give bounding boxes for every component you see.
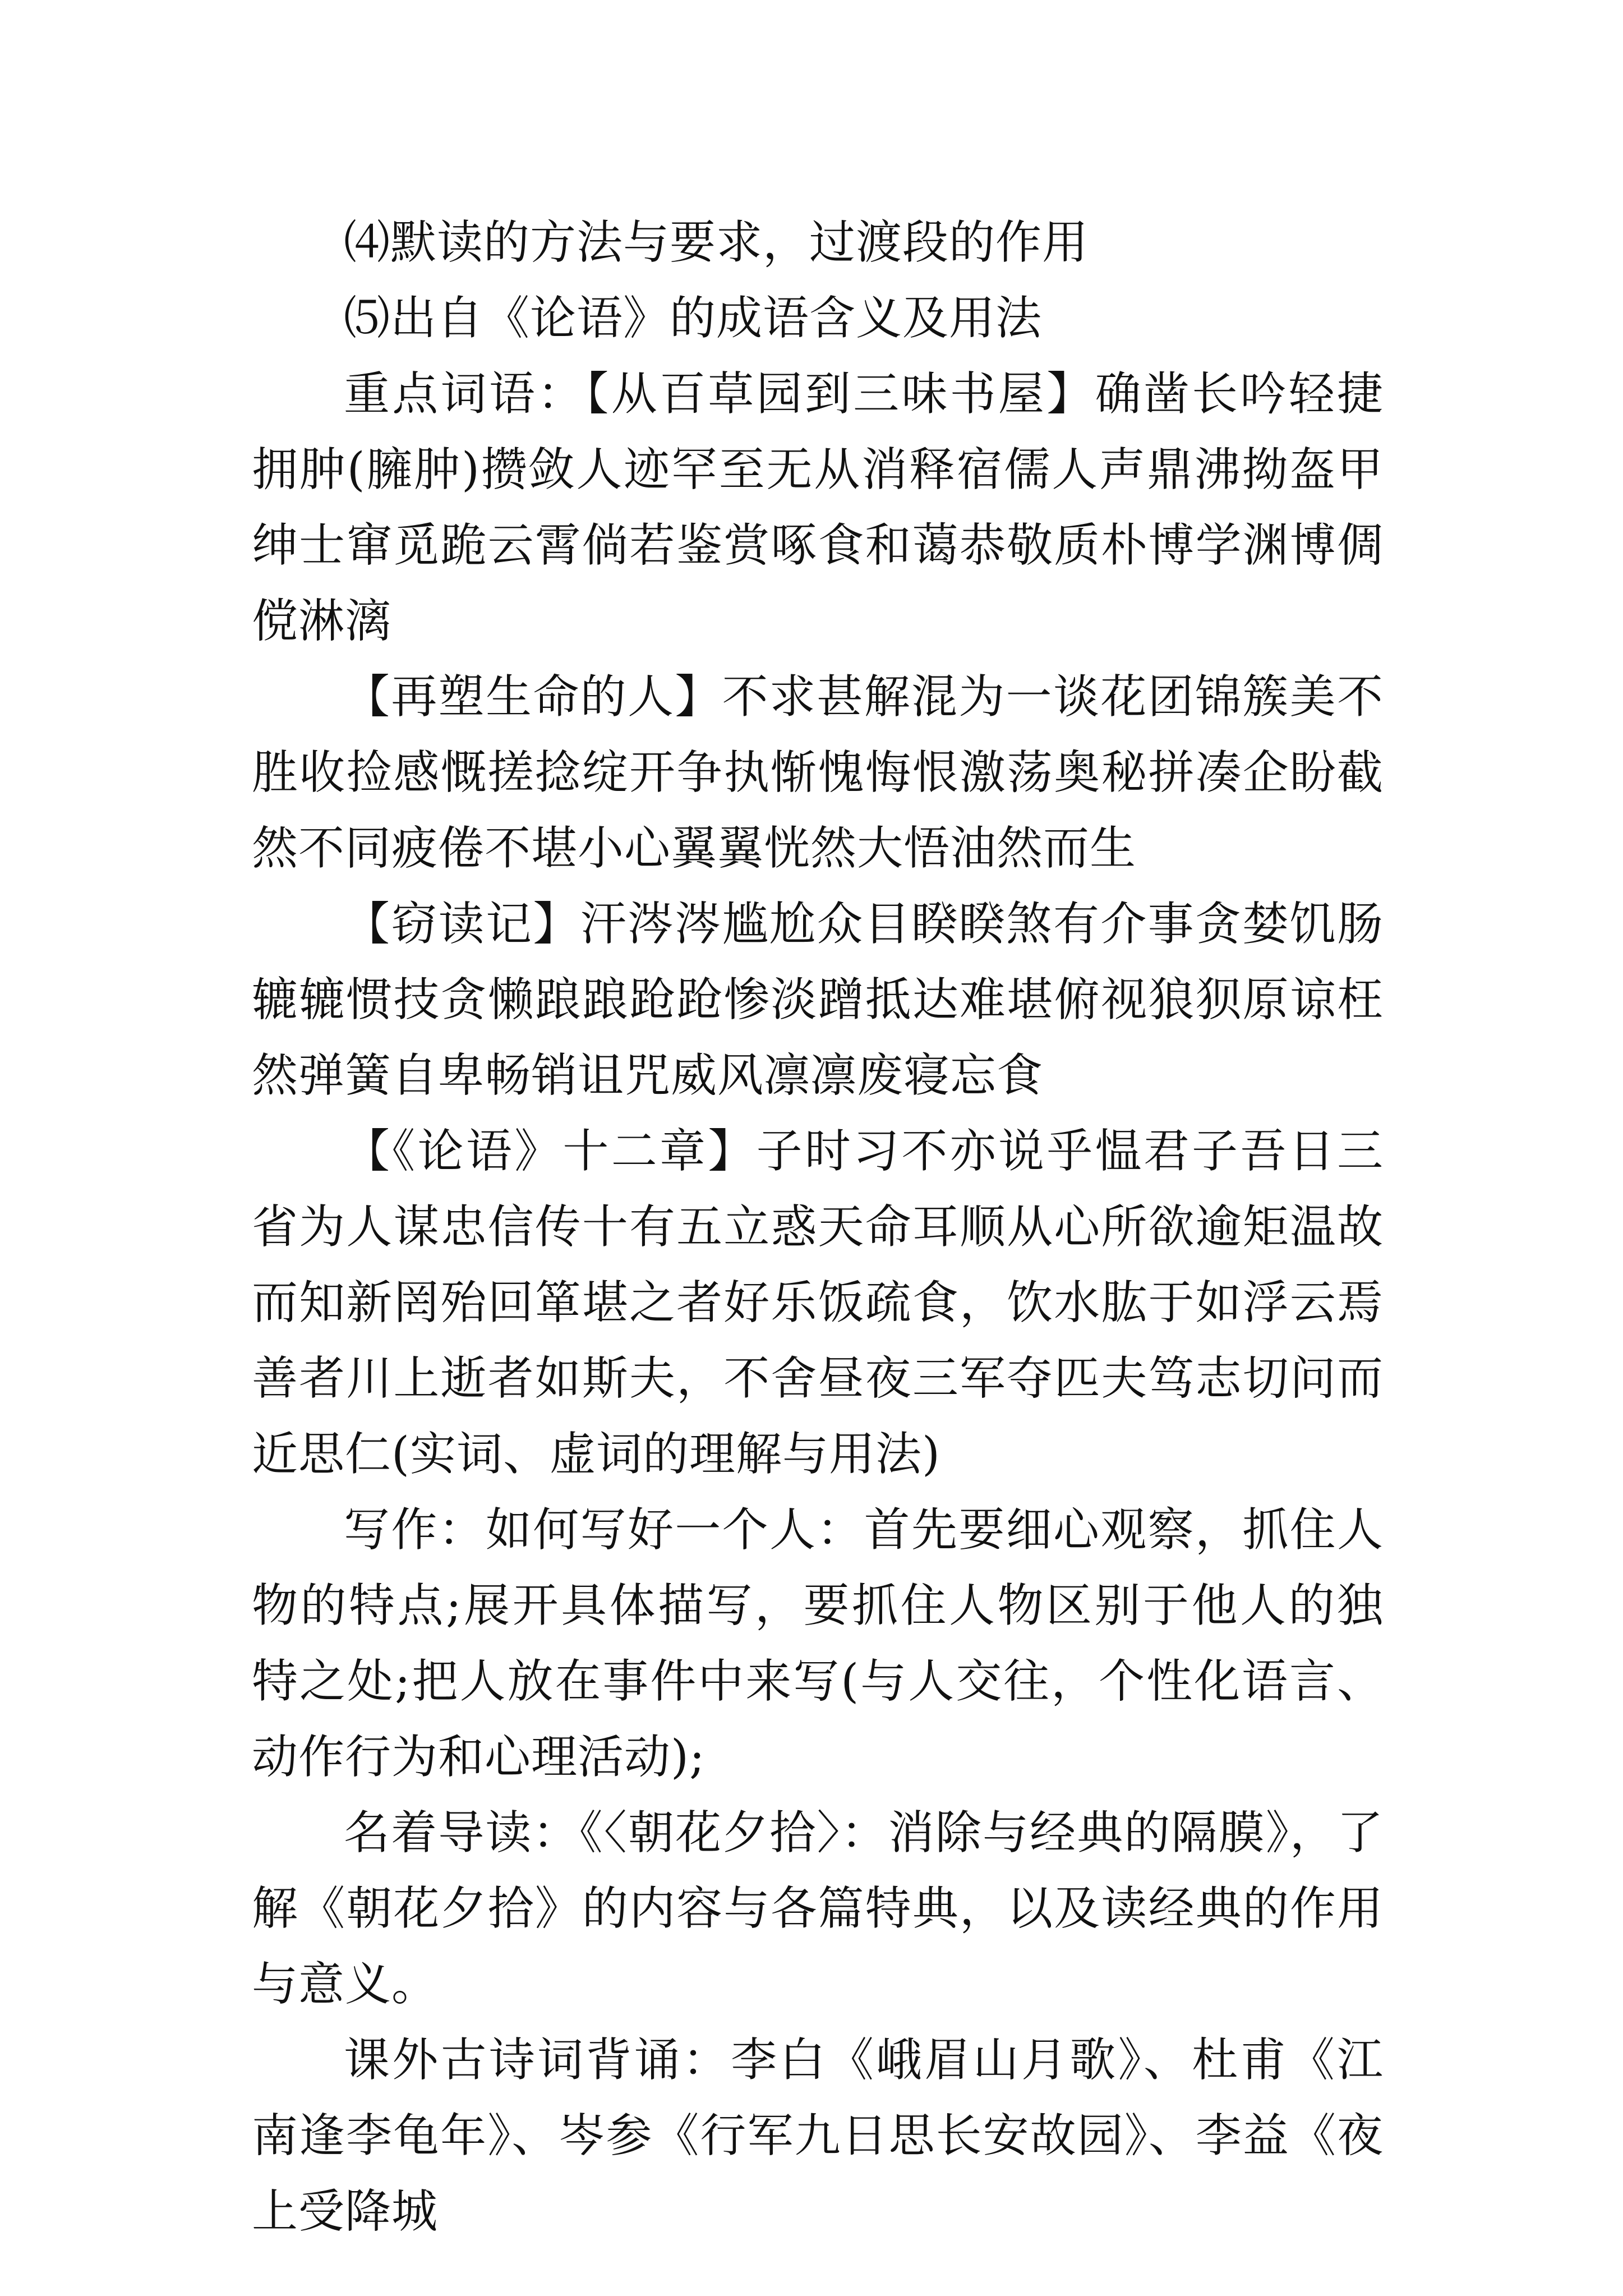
document-body — [252, 205, 1384, 2249]
paragraph-classic-reading-guide: 名着导读：《〈朝花夕拾〉：消除与经典的隔膜》，了解《朝花夕拾》的内容与各篇特典，以及读经典的作用与意义。 — [252, 1806, 1384, 2011]
paragraph-key-words-stolen-reading: 【窃读记】汗涔涔尴尬众目睽睽煞有介事贪婪饥肠辘辘惯技贪懒踉踉跄跄惨淡蹭抵达难堪俯视狼狈原谅枉然弹簧自卑畅销诅咒威风凛凛废寝忘食 — [252, 898, 1384, 1102]
paragraph-key-words-baicaoyuan: 重点词语：【从百草园到三味书屋】确凿长吟轻捷拥肿(臃肿)攒敛人迹罕至无从消释宿儒人声鼎沸拗盔甲绅士窜觅跪云霄倘若鉴赏啄食和蔼恭敬质朴博学渊博倜傥淋漓 — [252, 367, 1384, 648]
paragraph-analects-idioms: ⑸出自《论语》的成语含义及用法 — [344, 292, 1043, 345]
paragraph-reading-method: ⑷默读的方法与要求，过渡段的作用 — [344, 216, 1089, 269]
paragraph-extracurricular-poems: 课外古诗词背诵：李白《峨眉山月歌》、杜甫《江南逢李龟年》、岑参《行军九日思长安故园》、李益《夜上受降城 — [252, 2033, 1384, 2238]
paragraph-writing: 写作：如何写好一个人：首先要细心观察，抓住人物的特点;展开具体描写，要抓住人物区别于他人的独特之处;把人放在事件中来写(与人交往，个性化语言、动作行为和心理活动); — [252, 1503, 1384, 1784]
paragraph-key-words-analects: 【《论语》十二章】子时习不亦说乎愠君子吾日三省为人谋忠信传十有五立惑天命耳顺从心所欲逾矩温故而知新罔殆回箪堪之者好乐饭疏食，饮水肱于如浮云焉善者川上逝者如斯夫，不舍昼夜三军夺匹夫笃志切问而近思仁(实词、虚词的理解与用法) — [252, 1125, 1384, 1481]
paragraph-key-words-reshape-life: 【再塑生命的人】不求甚解混为一谈花团锦簇美不胜收捡感慨搓捻绽开争执惭愧悔恨激荡奥秘拼凑企盼截然不同疲倦不堪小心翼翼恍然大悟油然而生 — [252, 670, 1384, 875]
